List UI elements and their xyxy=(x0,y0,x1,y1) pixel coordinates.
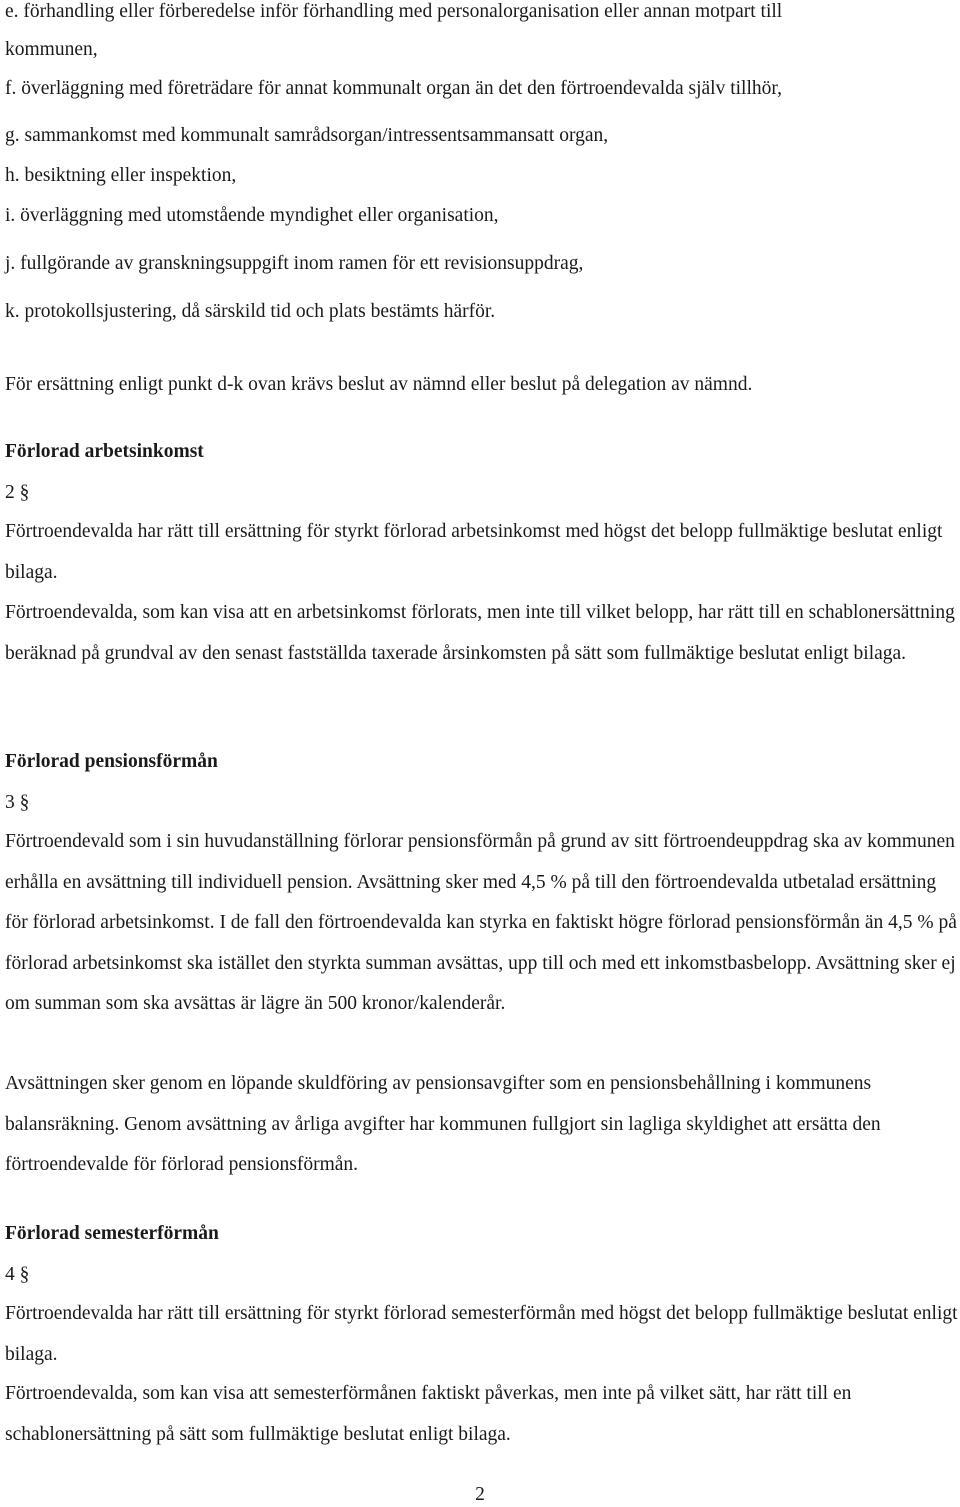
section-number-2: 2 § xyxy=(5,482,30,503)
paragraph-pensionsformån-1: Förtroendevald som i sin huvudanställning förlorar pensionsförmån på grund av sitt förtroendeuppdrag ska av kommunen erhålla en avsättning till individuell pension. Avsättning sker med 4,5 % på till den förtroendevalda utbetalad ersättning för förlorad arbetsinkomst. I de fall den förtroendevalda kan styrka en faktiskt högre förlorad pensionsförmån än 4,5 % på förlorad arbetsinkomst ska istället den styrkta summan avsättas, upp till och med ett inkomstbasbelopp. Avsättning sker ej om summan som ska avsättas är lägre än 500 kronor/kalenderår. xyxy=(5,831,957,1014)
page-number: 2 xyxy=(475,1484,485,1505)
list-item-e: e. förhandling eller förberedelse inför förhandling med personalorganisation eller annan motpart till xyxy=(5,1,783,22)
paragraph-semesterformån-2: Förtroendevalda, som kan visa att semesterförmånen faktiskt påverkas, men inte på vilket sätt, har rätt till en schablonersättning på sätt som fullmäktige beslutat enligt bilaga. xyxy=(5,1383,852,1445)
paragraph-semesterformån-1: Förtroendevalda har rätt till ersättning för styrkt förlorad semesterförmån med högst det belopp fullmäktige beslutat enligt bilaga. xyxy=(5,1303,958,1365)
section-heading-semesterformån: Förlorad semesterförmån xyxy=(5,1223,219,1244)
intro-paragraph: För ersättning enligt punkt d-k ovan krävs beslut av nämnd eller beslut på delegation av nämnd. xyxy=(5,374,753,395)
list-item-g: g. sammankomst med kommunalt samrådsorgan/intressentsammansatt organ, xyxy=(5,125,609,146)
list-item-k: k. protokollsjustering, då särskild tid och plats bestämts härför. xyxy=(5,301,496,322)
list-item-f: f. överläggning med företrädare för annat kommunalt organ än det den förtroendevalda själv tillhör, xyxy=(5,78,782,99)
section-heading-pensionsformån: Förlorad pensionsförmån xyxy=(5,751,218,772)
paragraph-arbetsinkomst-1: Förtroendevalda har rätt till ersättning för styrkt förlorad arbetsinkomst med högst det belopp fullmäktige beslutat enligt bilaga. xyxy=(5,521,943,583)
list-item-i: i. överläggning med utomstående myndighet eller organisation, xyxy=(5,205,499,226)
paragraph-arbetsinkomst-2: Förtroendevalda, som kan visa att en arbetsinkomst förlorats, men inte till vilket belopp, har rätt till en schablonersättning beräknad på grundval av den senast fastställda taxerade årsinkomsten på sätt som fullmäktige beslutat enligt bilaga. xyxy=(5,602,955,664)
list-item-h: h. besiktning eller inspektion, xyxy=(5,165,237,186)
list-item-j: j. fullgörande av granskningsuppgift inom ramen för ett revisionsuppdrag, xyxy=(5,253,584,274)
list-item-e-continued: kommunen, xyxy=(5,39,98,60)
paragraph-pensionsformån-2: Avsättningen sker genom en löpande skuldföring av pensionsavgifter som en pensionsbehållning i kommunens balansräkning. Genom avsättning av årliga avgifter har kommunen fullgjort sin lagliga skyldighet att ersätta den förtroendevalde för förlorad pensionsförmån. xyxy=(5,1073,881,1175)
section-number-3: 3 § xyxy=(5,792,30,813)
section-heading-arbetsinkomst: Förlorad arbetsinkomst xyxy=(5,441,204,462)
section-number-4: 4 § xyxy=(5,1264,30,1285)
